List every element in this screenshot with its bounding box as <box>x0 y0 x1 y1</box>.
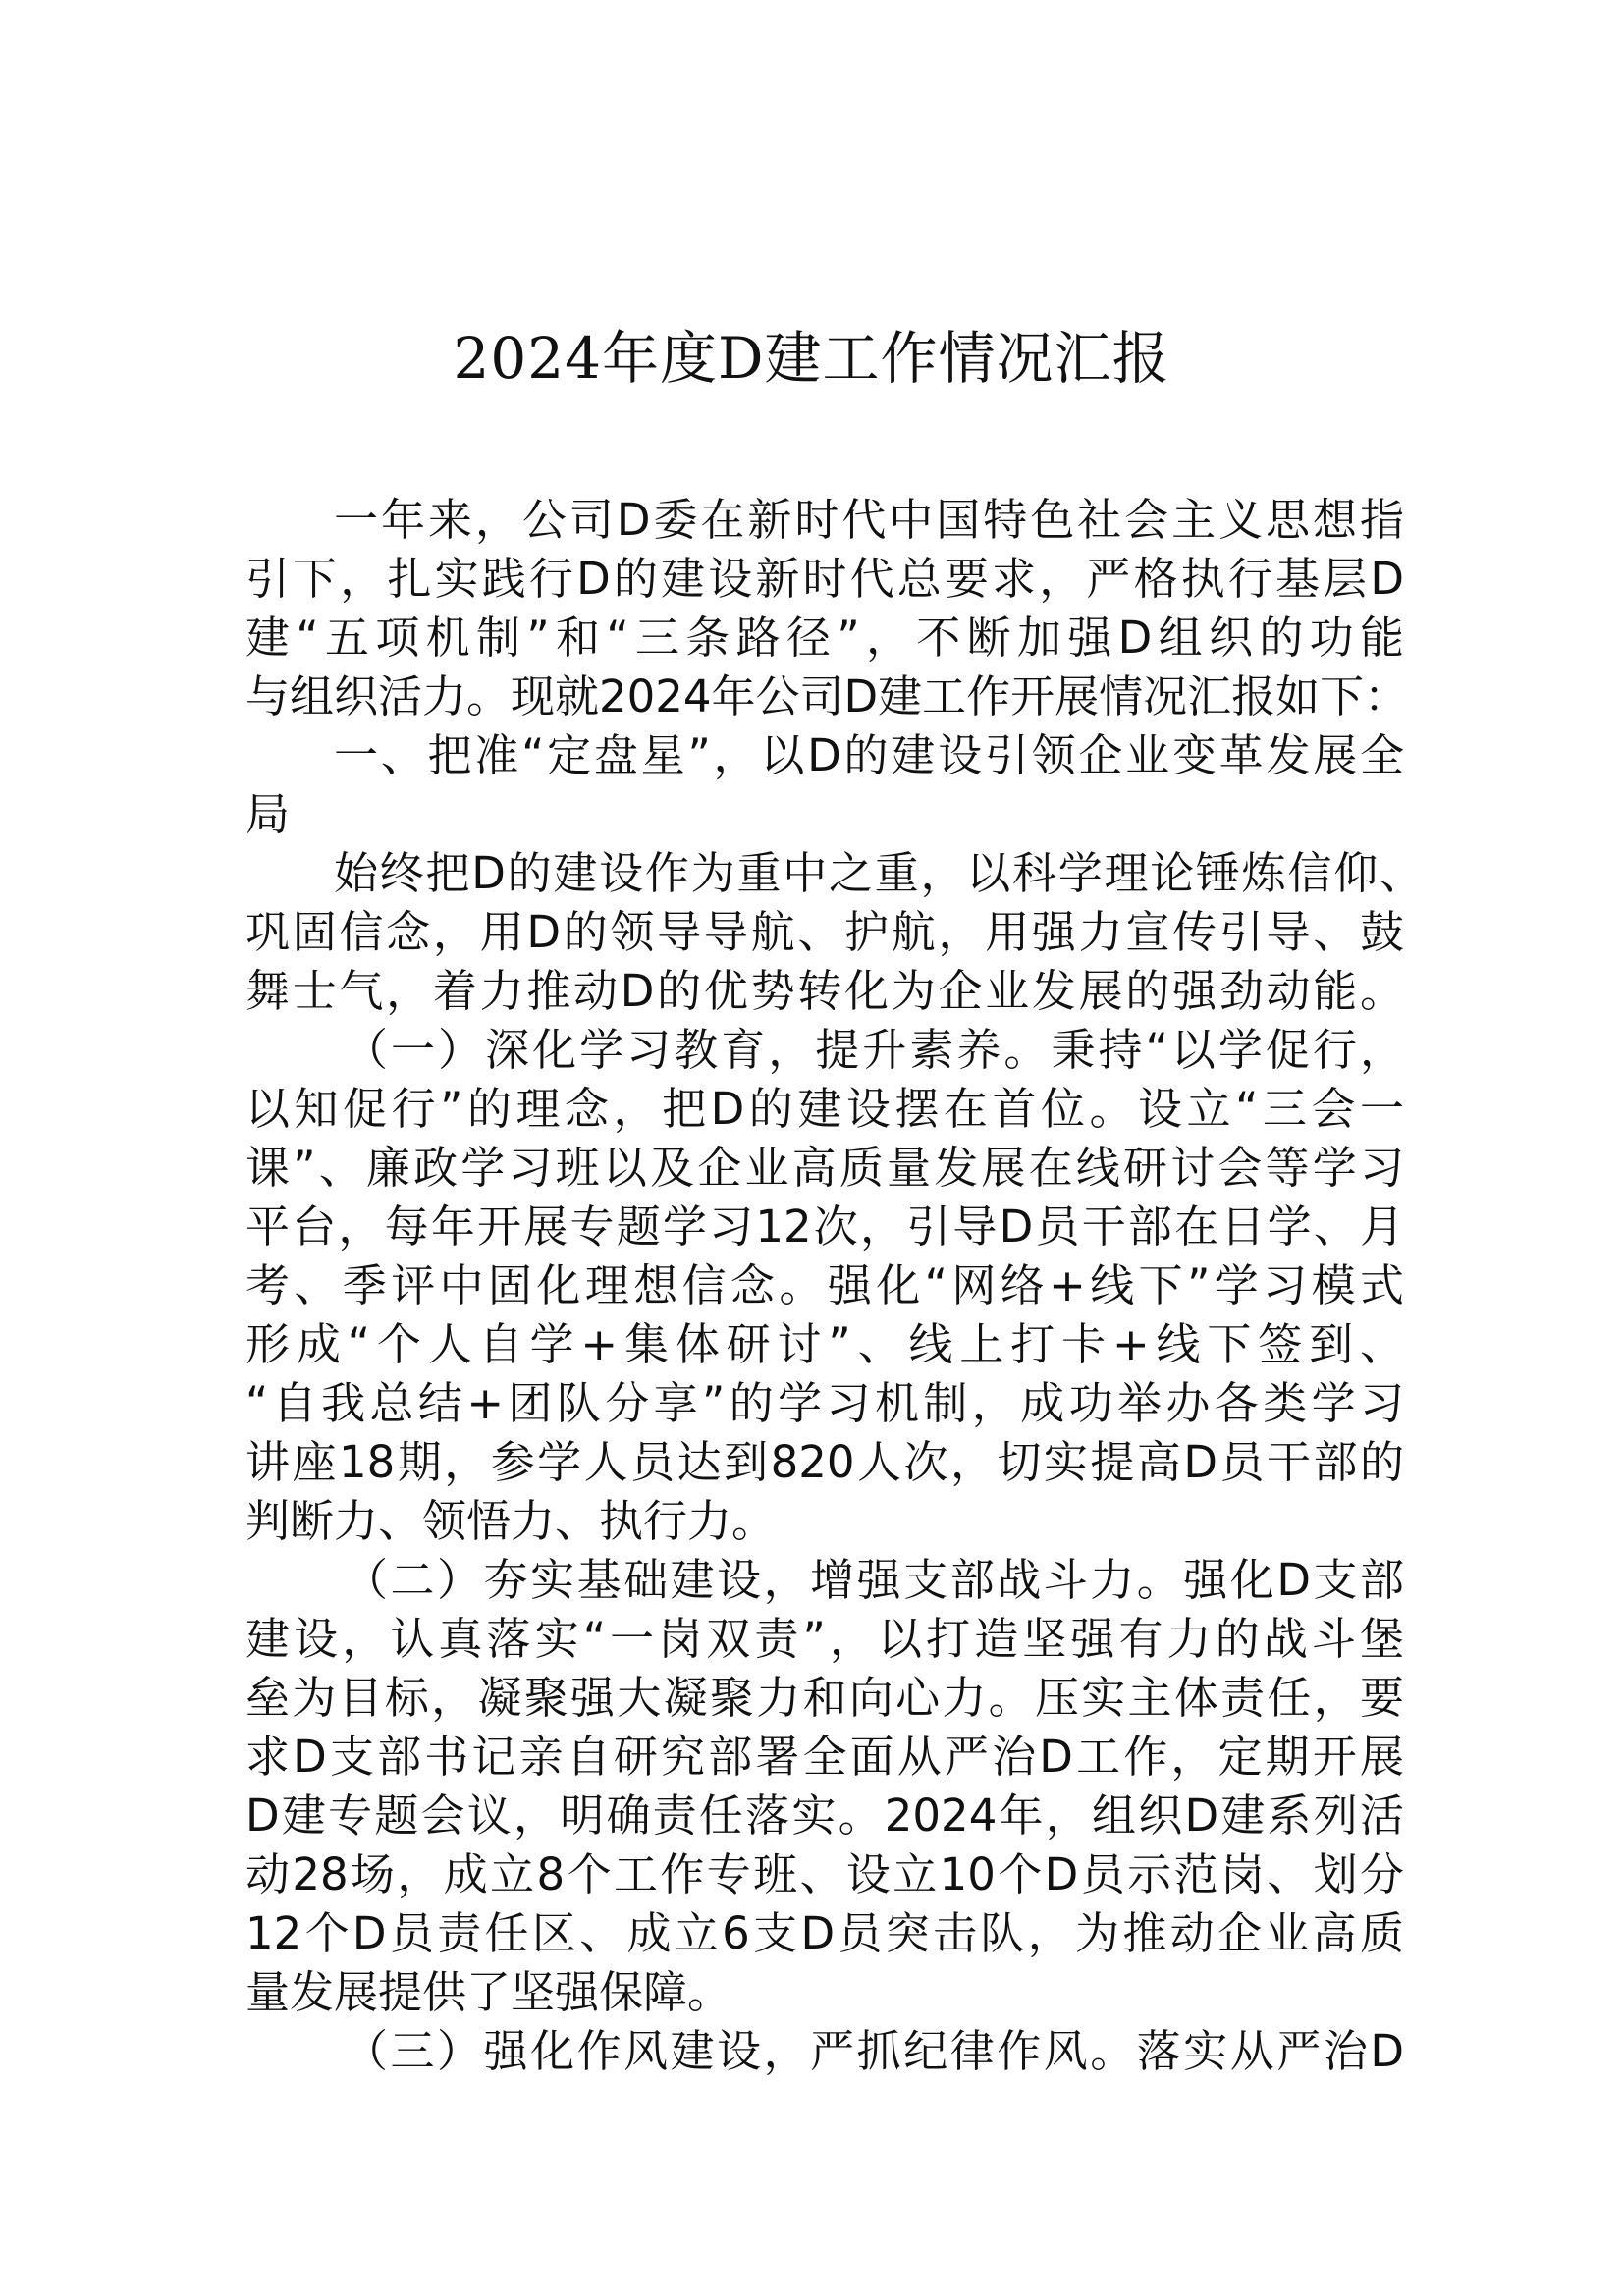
paragraph-line: 平台，每年开展专题学习12次，引导D员干部在日学、月 <box>245 1201 1404 1253</box>
paragraph-line: 垒为目标，凝聚强大凝聚力和向心力。压实主体责任，要 <box>245 1672 1404 1724</box>
paragraph-line: 建设，认真落实“一岗双责”，以打造坚强有力的战斗堡 <box>245 1613 1404 1665</box>
paragraph-line: 量发展提供了坚强保障。 <box>245 1966 732 2018</box>
paragraph-line: 12个D员责任区、成立6支D员突击队，为推动企业高质 <box>245 1907 1404 1959</box>
paragraph-line: 考、季评中固化理想信念。强化“网络+线下”学习模式 <box>245 1259 1404 1311</box>
paragraph-line: 与组织活力。现就2024年公司D建工作开展情况汇报如下： <box>245 670 1409 722</box>
paragraph-line: 课”、廉政学习班以及企业高质量发展在线研讨会等学习 <box>245 1142 1404 1194</box>
paragraph-line: 求D支部书记亲自研究部署全面从严治D工作，定期开展 <box>245 1731 1404 1783</box>
paragraph-line: 始终把D的建设作为重中之重，以科学理论锤炼信仰、 <box>334 847 1424 899</box>
section-heading-line: 局 <box>245 788 291 840</box>
subsection-line: （二）夯实基础建设，增强支部战斗力。强化D支部 <box>344 1554 1404 1606</box>
paragraph-line: 舞士气，着力推动D的优势转化为企业发展的强劲动能。 <box>245 965 1404 1017</box>
paragraph-line: 建“五项机制”和“三条路径”，不断加强D组织的功能 <box>245 612 1404 664</box>
subsection-line: （一）深化学习教育，提升素养。秉持“以学促行， <box>344 1024 1404 1076</box>
paragraph-line: 动28场，成立8个工作专班、设立10个D员示范岗、划分 <box>245 1848 1404 1900</box>
paragraph-line: D建专题会议，明确责任落实。2024年，组织D建系列活 <box>245 1789 1404 1842</box>
document-title: 2024年度D建工作情况汇报 <box>453 325 1170 392</box>
section-heading-line: 一、把准“定盘星”，以D的建设引领企业变革发展全 <box>334 729 1404 781</box>
paragraph-line: “自我总结+团队分享”的学习机制，成功举办各类学习 <box>245 1377 1404 1429</box>
paragraph-line: 巩固信念，用D的领导导航、护航，用强力宣传引导、鼓 <box>245 906 1404 958</box>
paragraph-line: 以知促行”的理念，把D的建设摆在首位。设立“三会一 <box>245 1083 1404 1135</box>
paragraph-line: 一年来，公司D委在新时代中国特色社会主义思想指 <box>334 494 1404 546</box>
paragraph-line: 讲座18期，参学人员达到820人次，切实提高D员干部的 <box>245 1436 1404 1488</box>
subsection-line: （三）强化作风建设，严抓纪律作风。落实从严治D <box>344 2025 1404 2077</box>
paragraph-line: 引下，扎实践行D的建设新时代总要求，严格执行基层D <box>245 553 1404 605</box>
paragraph-line: 形成“个人自学+集体研讨”、线上打卡+线下签到、 <box>245 1318 1404 1370</box>
paragraph-line: 判断力、领悟力、执行力。 <box>245 1495 777 1547</box>
